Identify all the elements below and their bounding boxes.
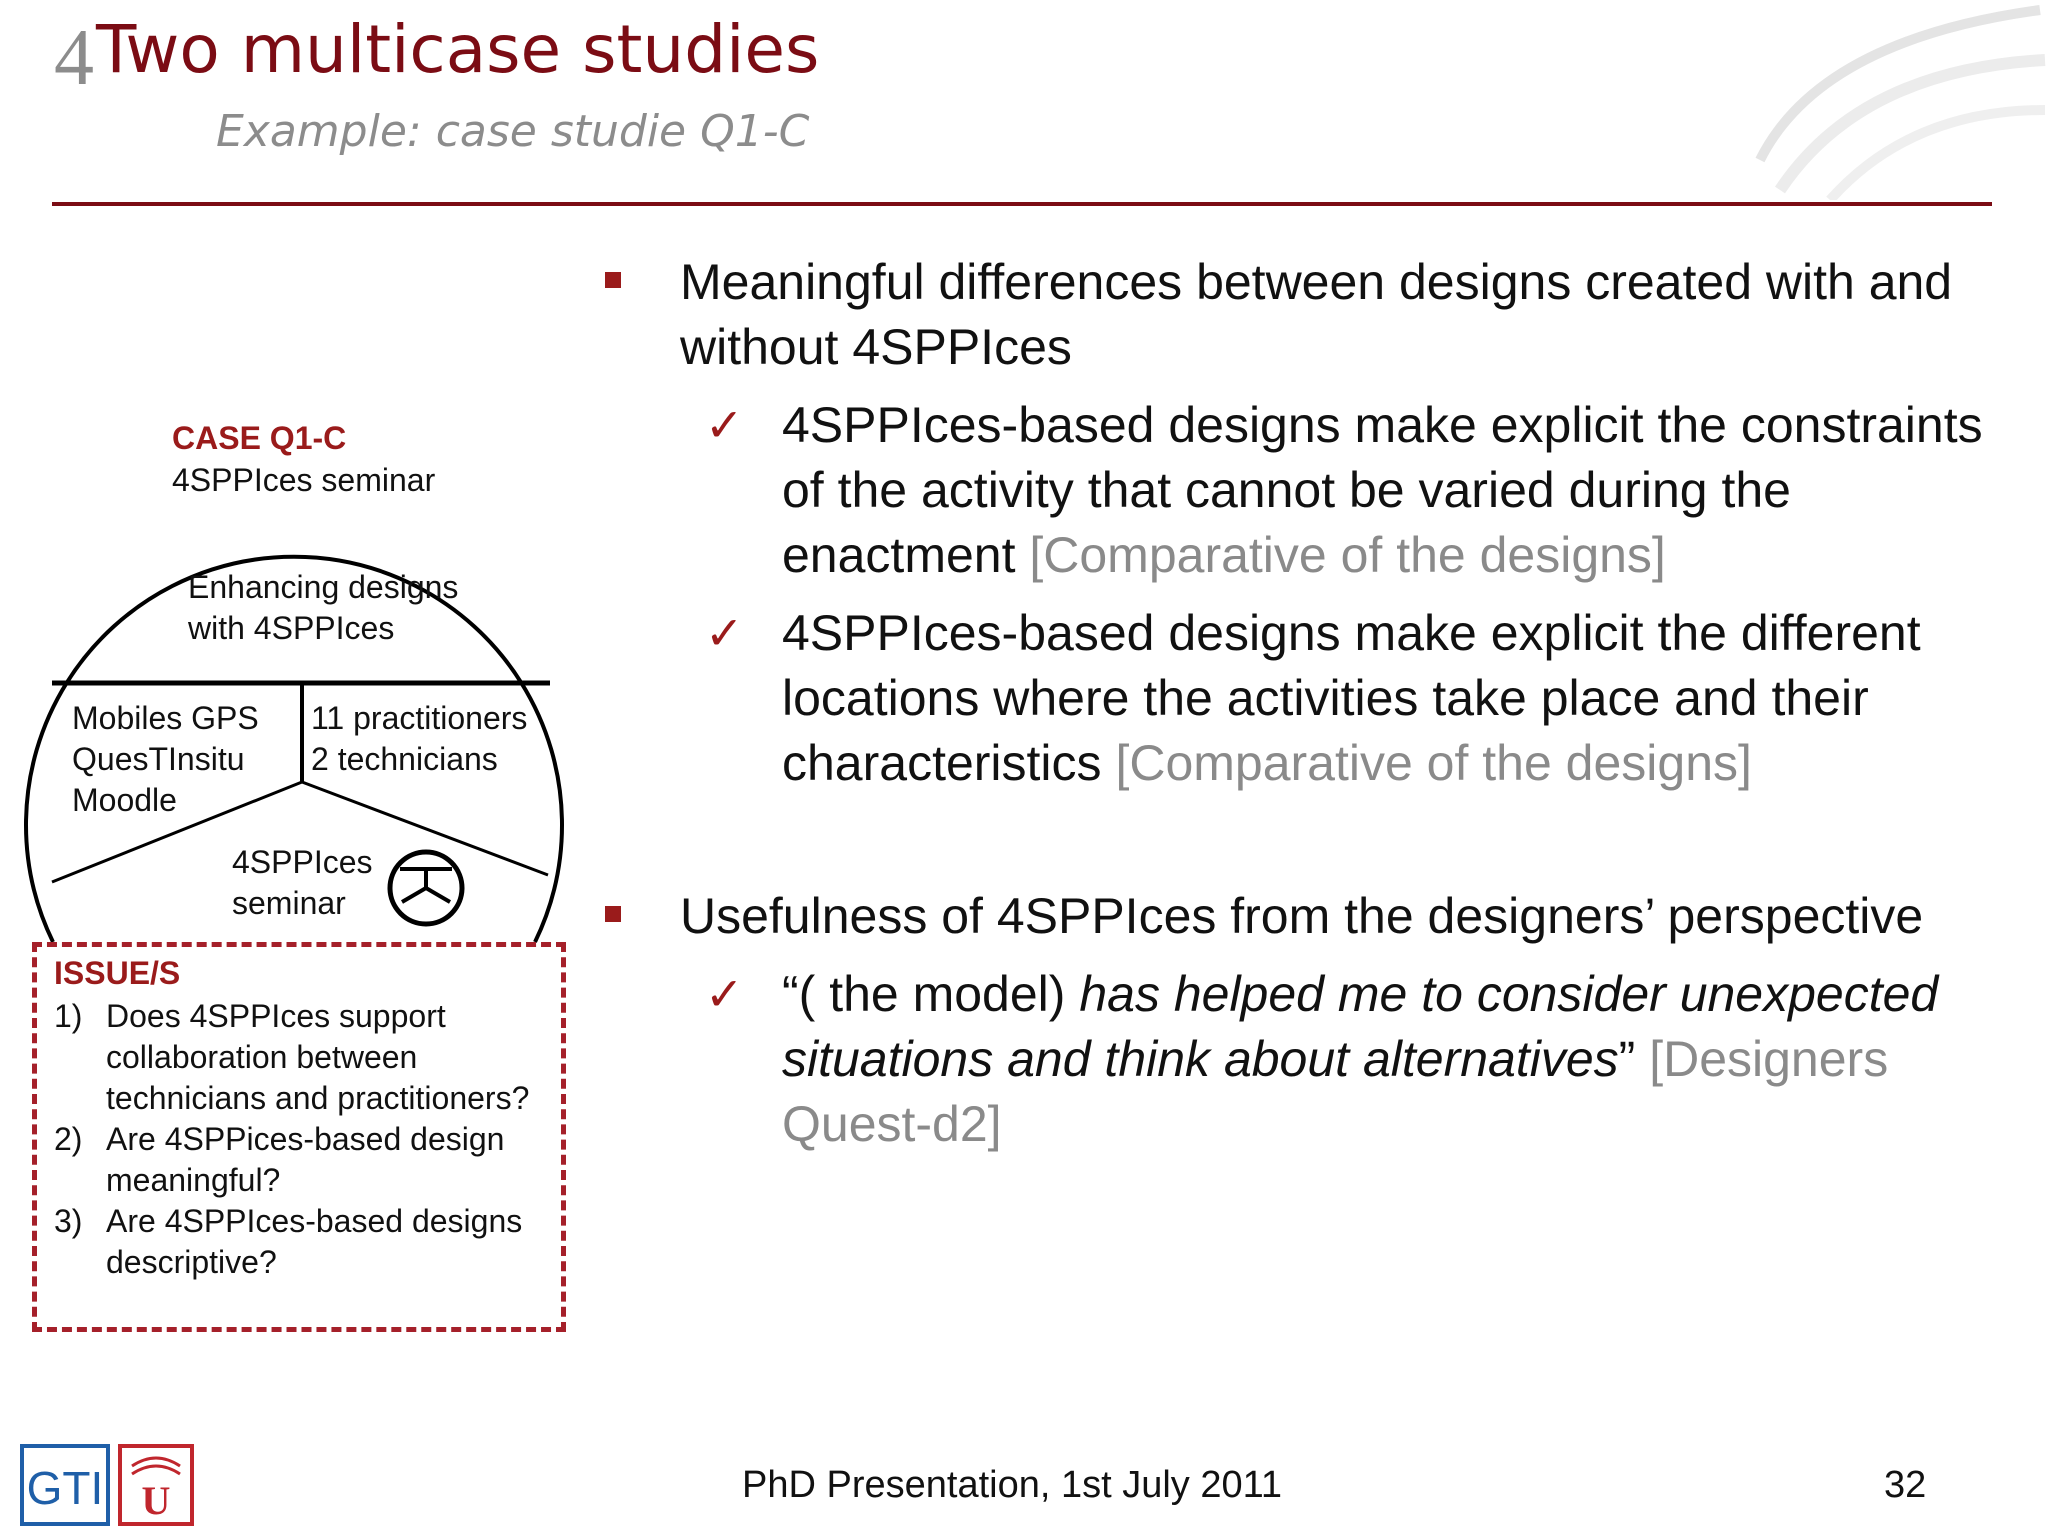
section-number: 4 (54, 14, 94, 102)
case-label: CASE Q1-C (172, 420, 347, 456)
square-bullet-icon (605, 272, 621, 288)
square-bullet-icon (605, 906, 621, 922)
bullet-list (600, 250, 2000, 1157)
diagram-seminar-section: 4SPPIces seminar (232, 844, 373, 921)
seminar-icon (390, 852, 462, 924)
sub-bullet-locations: ✓ 4SPPIces-based designs make explicit the different locations where the activities take place and their characteristics [Comparative of the designs] (600, 601, 2000, 796)
issues-title: ISSUE/S (54, 955, 181, 991)
bullet-usefulness: Usefulness of 4SPPIces from the designers’ perspective (600, 884, 2000, 949)
sub-bullet-constraints: ✓ 4SPPIces-based designs make explicit the constraints of the activity that cannot be varied during the enactment [Comparative of the designs] (600, 393, 2000, 588)
case-subtitle: 4SPPIces seminar (172, 462, 436, 498)
university-logo (118, 1444, 194, 1526)
diagram-participants-section: 11 practitioners 2 technicians (311, 700, 528, 777)
page-number: 32 (1884, 1464, 1927, 1506)
svg-text:GTI: GTI (26, 1462, 104, 1514)
issue-item: 1) Does 4SPPIces support collaboration between technicians and practitioners? (54, 998, 530, 1116)
checkmark-icon: ✓ (705, 967, 744, 1021)
bullet-meaningful-differences: Meaningful differences between designs created with and without 4SPPIces (600, 250, 2000, 380)
sub-bullet-quote: ✓ “( the model) has helped me to consider unexpected situations and think about alternatives” [Designers Quest-d2] (600, 962, 2000, 1157)
diagram-tools-section: Mobiles GPS QuesTInsitu Moodle (72, 700, 259, 818)
issues-list (54, 996, 554, 1283)
title-divider (52, 202, 1992, 206)
checkmark-icon: ✓ (705, 398, 744, 452)
slide-subtitle: Example: case studie Q1-C (216, 106, 810, 157)
gti-logo (20, 1444, 110, 1526)
slide-title: Two multicase studies (96, 11, 820, 88)
checkmark-icon: ✓ (705, 606, 744, 660)
issue-item: 2) Are 4SPPices-based design meaningful? (54, 1121, 505, 1198)
diagram-top-section: Enhancing designs with 4SPPIces (188, 569, 459, 646)
footer-text: PhD Presentation, 1st July 2011 (742, 1464, 1283, 1506)
issue-item: 3) Are 4SPPIces-based designs descriptive? (54, 1203, 523, 1280)
svg-text:U: U (141, 1478, 171, 1523)
decorative-swoosh (1740, 0, 2048, 200)
